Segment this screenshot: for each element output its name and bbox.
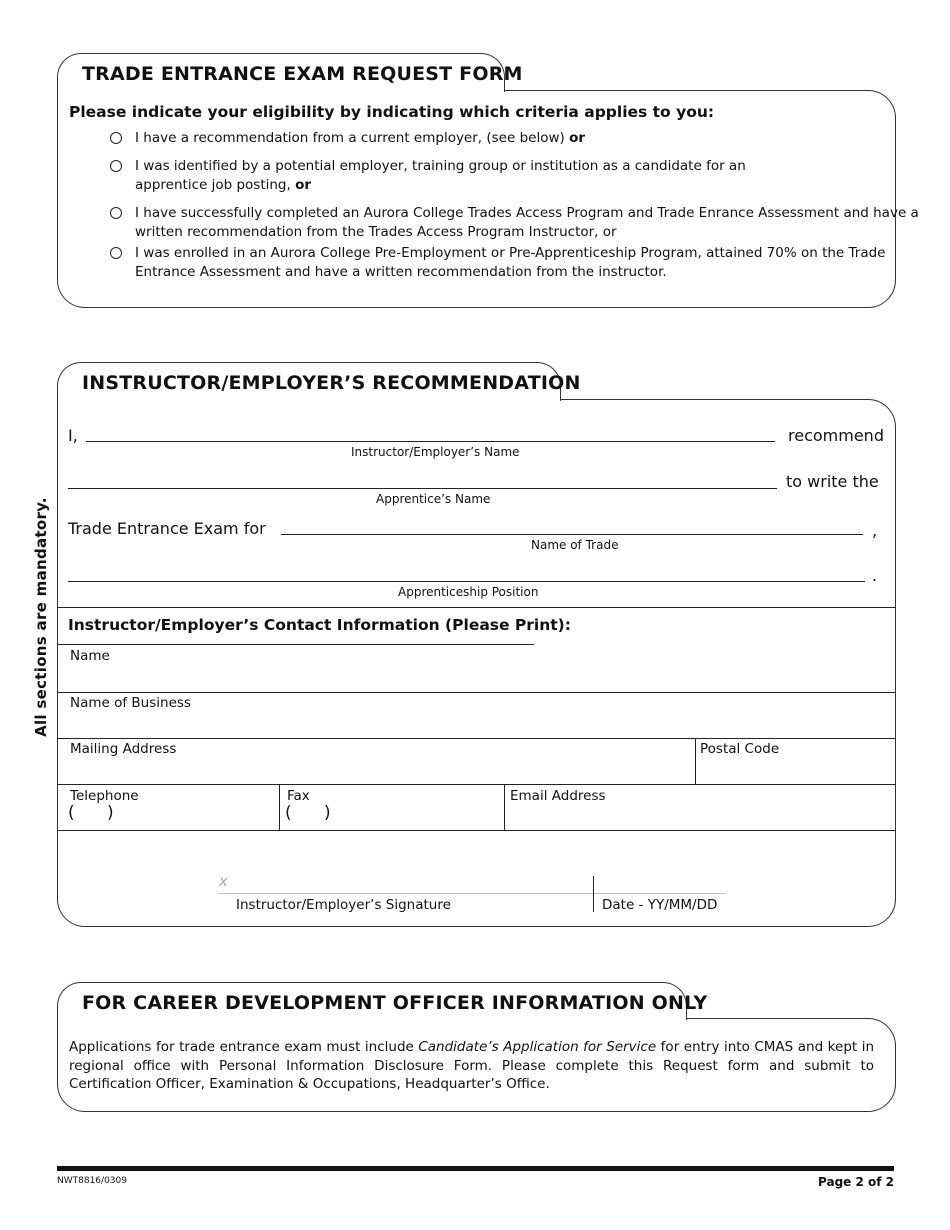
postal-field[interactable]: [696, 739, 895, 783]
apprentice-name-line[interactable]: [68, 488, 777, 489]
option-text: I was enrolled in an Aurora College Pre-Employment or Pre-Apprenticeship Program, attained 70% on the Trade: [135, 245, 886, 261]
telephone-field-label: Telephone: [70, 788, 139, 804]
divider: [57, 830, 895, 831]
mandatory-note: All sections are mandatory.: [32, 497, 50, 737]
eligibility-prompt: Please indicate your eligibility by indicating which criteria applies to you:: [69, 103, 715, 121]
eligibility-radio-3[interactable]: [110, 207, 122, 219]
position-caption: Apprenticeship Position: [398, 585, 539, 599]
date-line[interactable]: [594, 893, 725, 894]
eligibility-tab: [57, 53, 523, 92]
apprentice-name-caption: Apprentice’s Name: [376, 492, 491, 506]
option-or: or: [295, 177, 312, 193]
eligibility-option-1: [135, 129, 585, 148]
trade-name-caption: Name of Trade: [531, 538, 619, 552]
option-text: Entrance Assessment and have a written recommendation from the instructor.: [135, 264, 667, 280]
fax-field-label: Fax: [287, 788, 310, 804]
mailing-field-label: Mailing Address: [70, 741, 177, 757]
email-field[interactable]: [505, 785, 895, 830]
officer-text-part: Applications for trade entrance exam must include: [69, 1039, 419, 1055]
signature-x: x: [219, 872, 228, 890]
period-mark: .: [872, 566, 878, 585]
career-officer-title: FOR CAREER DEVELOPMENT OFFICER INFORMATION ONLY: [82, 992, 708, 1014]
comma-mark: ,: [872, 521, 878, 540]
eligibility-radio-4[interactable]: [110, 247, 122, 259]
signature-caption: Instructor/Employer’s Signature: [236, 897, 451, 913]
eligibility-option-2: [135, 157, 746, 195]
to-write-label: to write the: [786, 472, 879, 491]
option-text: apprentice job posting,: [135, 177, 291, 193]
page-number: Page 2 of 2: [818, 1175, 894, 1189]
recommendation-tab: [57, 362, 581, 401]
officer-text-part: for entry into CMAS and kept in regional office with Personal Information Disclosure Form. Please complete this Request form and submit to Certification Officer, Examination & Occupations, Headquarter’s Office.: [69, 1039, 875, 1092]
recommendation-title: INSTRUCTOR/EMPLOYER’S RECOMMENDATION: [82, 372, 581, 394]
date-caption: Date - YY/MM/DD: [602, 897, 718, 913]
name-field[interactable]: [57, 645, 895, 691]
instructor-name-caption: Instructor/Employer’s Name: [351, 445, 520, 459]
option-text: I was identified by a potential employer, training group or institution as a candidate for an: [135, 158, 746, 174]
career-officer-tab: [57, 982, 708, 1020]
exam-for-label: Trade Entrance Exam for: [68, 519, 266, 538]
business-field[interactable]: [57, 693, 895, 737]
telephone-field[interactable]: [57, 785, 279, 830]
business-field-label: Name of Business: [70, 695, 191, 711]
mailing-field[interactable]: [57, 739, 695, 783]
eligibility-option-4: [135, 244, 886, 282]
footer-rule: [57, 1166, 894, 1171]
instructor-name-line[interactable]: [86, 441, 775, 442]
recommend-label: recommend: [788, 426, 884, 445]
contact-heading: Instructor/Employer’s Contact Information (Please Print):: [68, 616, 571, 634]
eligibility-radio-2[interactable]: [110, 160, 122, 172]
fax-paren: ( ): [285, 803, 331, 823]
signature-line[interactable]: [219, 893, 594, 894]
divider: [57, 607, 895, 608]
option-text: I have a recommendation from a current employer, (see below): [135, 130, 565, 146]
career-officer-text: [69, 1038, 874, 1094]
option-text: written recommendation from the Trades Access Program Instructor, or: [135, 224, 617, 240]
form-code: NWT8816/0309: [57, 1176, 127, 1186]
telephone-paren: ( ): [68, 803, 114, 823]
signature-date-divider: [593, 876, 594, 912]
officer-text-italic: Candidate’s Application for Service: [418, 1039, 657, 1055]
postal-field-label: Postal Code: [700, 741, 780, 757]
position-line[interactable]: [68, 581, 865, 582]
form-title: TRADE ENTRANCE EXAM REQUEST FORM: [82, 63, 523, 85]
fax-field[interactable]: [280, 785, 504, 830]
email-field-label: Email Address: [510, 788, 606, 804]
name-field-label: Name: [70, 648, 110, 664]
eligibility-radio-1[interactable]: [110, 132, 122, 144]
option-text: I have successfully completed an Aurora College Trades Access Program and Trade Enrance Assessment and have a: [135, 205, 919, 221]
eligibility-option-3: [135, 204, 919, 242]
option-or: or: [569, 130, 586, 146]
i-label: I,: [68, 426, 78, 445]
trade-name-line[interactable]: [281, 534, 863, 535]
